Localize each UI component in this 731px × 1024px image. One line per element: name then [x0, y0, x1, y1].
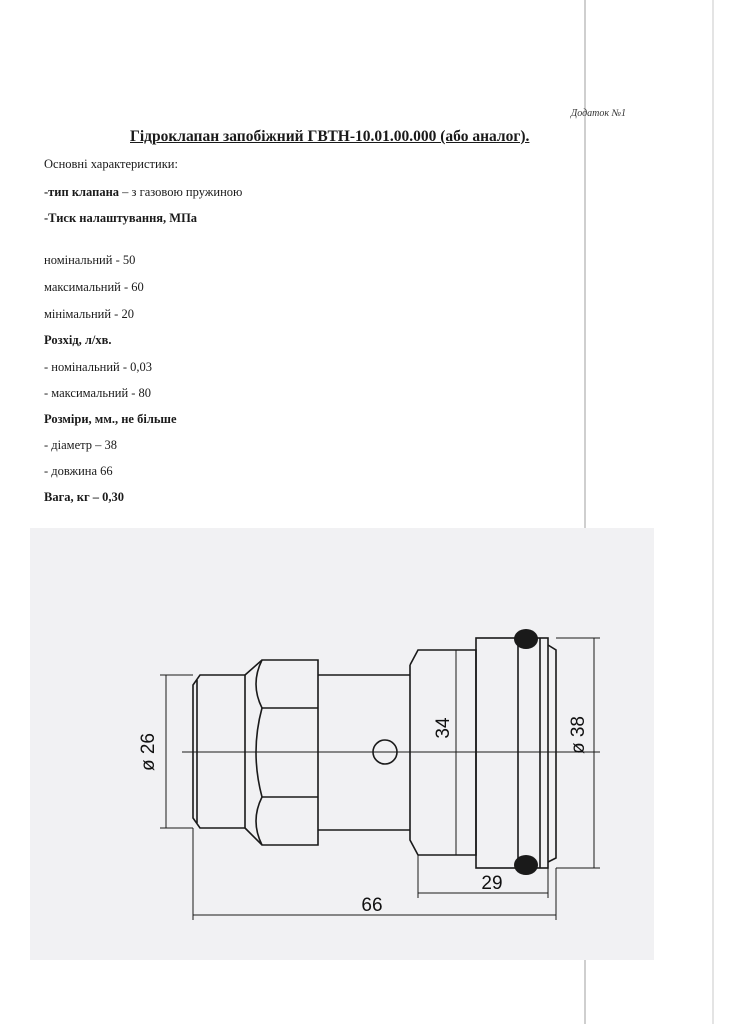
pressure-minimum: мінімальний - 20 [44, 307, 134, 321]
dim-label-29: 29 [481, 873, 503, 894]
dim-label-66: 66 [361, 895, 383, 916]
flow-nominal: - номінальний - 0,03 [44, 360, 153, 374]
pressure-heading: -Тиск налаштування, МПа [44, 211, 198, 225]
dim-label-34: 34 [433, 717, 454, 739]
pressure-nominal: номінальний - 50 [44, 253, 136, 267]
dim-label-d26: ø 26 [138, 732, 159, 772]
end-chamfer [548, 645, 556, 862]
valve-type-value: – з газовою пружиною [119, 185, 243, 199]
o-ring-bottom [514, 855, 538, 875]
main-cylinder [476, 638, 548, 868]
size-diameter: - діаметр – 38 [44, 438, 117, 452]
o-ring-top [514, 629, 538, 649]
size-heading: Розміри, мм., не більше [44, 412, 177, 426]
valve-type-label: -тип клапана [44, 185, 120, 199]
flow-heading: Розхід, л/хв. [44, 333, 112, 347]
main-characteristics: Основні характеристики: [44, 157, 178, 171]
pressure-maximum: максимальний - 60 [44, 280, 144, 294]
size-length: - довжина 66 [44, 464, 113, 478]
document-title: Гідроклапан запобіжний ГВТН-10.01.00.000 (або аналог). [130, 128, 530, 145]
weight-line: Вага, кг – 0,30 [44, 490, 125, 504]
appendix-label: Додаток №1 [570, 108, 626, 119]
dim-label-d38: ø 38 [568, 715, 589, 755]
flow-maximum: - максимальний - 80 [44, 386, 152, 400]
